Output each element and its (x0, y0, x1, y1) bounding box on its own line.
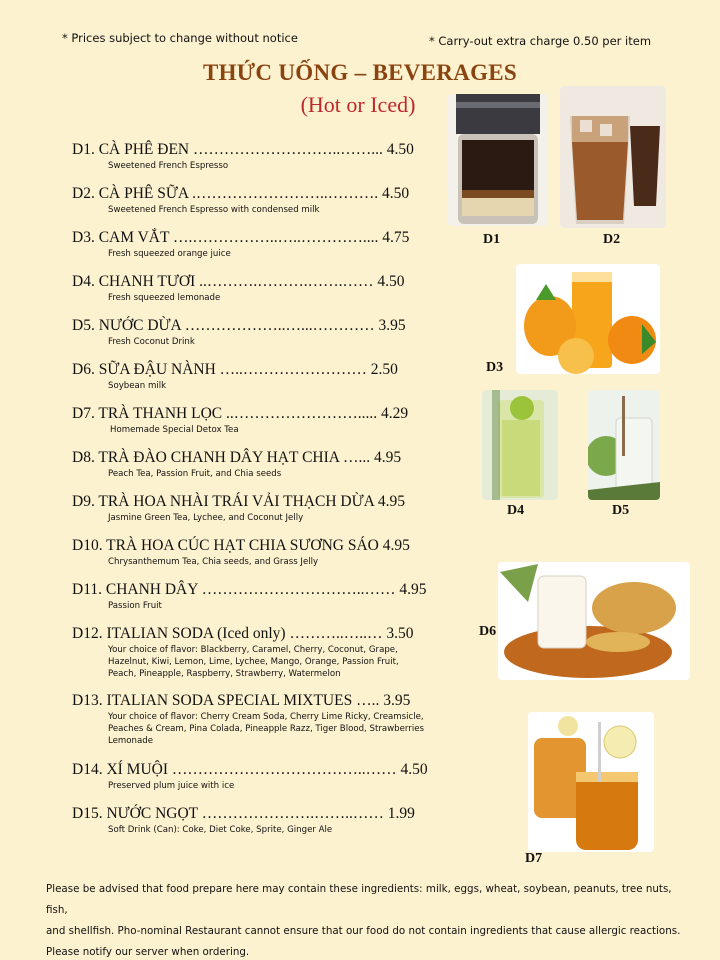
photo-d1-black-coffee (448, 94, 548, 226)
menu-item-d12 (72, 625, 452, 680)
photo-d3-orange-juice (516, 264, 660, 374)
menu-item-d13 (72, 692, 452, 747)
menu-title: THỨC UỐNG – BEVERAGES (202, 60, 518, 85)
item-description: Peach Tea, Passion Fruit, and Chia seeds (108, 469, 282, 479)
note-carry-out: * Carry-out extra charge 0.50 per item (429, 34, 652, 48)
item-name-price: D11. CHANH DÂY …………………………..…… 4.95 (72, 581, 427, 598)
item-description: Sweetened French Espresso with condensed milk (108, 205, 320, 215)
menu-item-d1 (72, 141, 452, 172)
item-description: Your choice of flavor: Cherry Cream Soda, Cherry Lime Ricky, Creamsicle, Peaches & Cream, Pina Colada, Pineapple Razz, Tiger Blood, Strawberries Lemonade (108, 712, 424, 746)
item-name-price: D15. NƯỚC NGỌT ………………….……..…… 1.99 (72, 805, 415, 822)
photo-label-d1: D1 (483, 232, 501, 247)
menu-item-d8 (72, 449, 452, 480)
item-description: Preserved plum juice with ice (108, 781, 235, 791)
menu-item-d10 (72, 537, 452, 568)
milk-coffee-illustration (560, 86, 666, 228)
photo-label-d6: D6 (479, 624, 497, 639)
item-name-price: D2. CÀ PHÊ SỮA .……………………..………. 4.50 (72, 185, 410, 202)
allergy-notice-line-1: Please be advised that food prepare here may contain these ingredients: milk, eggs, wheat, soybean, peanuts, tree nuts, fish, (46, 883, 672, 916)
menu-item-d15 (72, 805, 452, 836)
lemonade-illustration (482, 390, 558, 500)
photo-label-d2: D2 (603, 232, 621, 247)
item-name-price: D6. SỮA ĐẬU NÀNH …..…………………… 2.50 (72, 361, 398, 378)
allergy-notice-line-2: and shellfish. Pho-nominal Restaurant cannot ensure that our food do not contain ingredients that cause allergic reactions. (46, 925, 681, 937)
item-name-price: D9. TRÀ HOA NHÀI TRÁI VẢI THẠCH DỪA 4.95 (72, 493, 405, 510)
black-coffee-illustration (448, 94, 548, 226)
photo-label-d5: D5 (612, 503, 630, 518)
item-name-price: D1. CÀ PHÊ ĐEN ………………………..……... 4.50 (72, 141, 414, 158)
photo-d5-coconut-drink (588, 390, 660, 500)
item-description: Jasmine Green Tea, Lychee, and Coconut Jelly (108, 513, 304, 523)
item-description: Passion Fruit (108, 601, 162, 611)
photo-label-d4: D4 (507, 503, 525, 518)
menu-item-d7 (72, 405, 452, 436)
item-description: Fresh Coconut Drink (108, 337, 195, 347)
item-name-price: D13. ITALIAN SODA SPECIAL MIXTUES ….. 3.95 (72, 692, 411, 709)
item-description: Chrysanthemum Tea, Chia seeds, and Grass Jelly (108, 557, 319, 567)
photo-d6-soybean-milk (498, 562, 690, 680)
item-name-price: D7. TRÀ THANH LỌC ..……………………..... 4.29 (72, 405, 409, 422)
item-description: Soft Drink (Can): Coke, Diet Coke, Sprite, Ginger Ale (108, 825, 333, 835)
menu-item-d9 (72, 493, 452, 524)
item-name-price: D4. CHANH TƯƠI ..……….……….…….…… 4.50 (72, 273, 405, 290)
item-name-price: D12. ITALIAN SODA (Iced only) ………..…..… 3.50 (72, 625, 414, 642)
item-name-price: D10. TRÀ HOA CÚC HẠT CHIA SƯƠNG SÁO 4.95 (72, 537, 410, 554)
coconut-drink-illustration (588, 390, 660, 500)
detox-tea-illustration (528, 712, 654, 852)
menu-item-d4 (72, 273, 452, 304)
menu-item-d3 (72, 229, 452, 260)
allergy-notice (46, 879, 686, 960)
item-description: Soybean milk (108, 381, 167, 391)
item-name-price: D8. TRÀ ĐÀO CHANH DÂY HẠT CHIA …... 4.95 (72, 449, 402, 466)
item-description: Fresh squeezed lemonade (108, 293, 221, 303)
photo-label-d7: D7 (525, 851, 543, 866)
item-description: Fresh squeezed orange juice (108, 249, 231, 259)
note-prices: * Prices subject to change without notice (62, 31, 298, 45)
menu-subtitle: (Hot or Iced) (300, 92, 416, 117)
item-name-price: D3. CAM VẮT ….……………..…..………….... 4.75 (72, 229, 410, 246)
photo-label-d3: D3 (486, 360, 504, 375)
menu-item-d2 (72, 185, 452, 216)
menu-item-d11 (72, 581, 452, 612)
soybean-milk-illustration (498, 562, 690, 680)
item-description: Homemade Special Detox Tea (110, 425, 239, 435)
photo-d2-milk-coffee (560, 86, 666, 228)
menu-item-d14 (72, 761, 452, 792)
photo-d4-lemonade (482, 390, 558, 500)
item-description: Sweetened French Espresso (108, 161, 229, 171)
item-description: Your choice of flavor: Blackberry, Caramel, Cherry, Coconut, Grape, Hazelnut, Kiwi, Lemon, Lime, Lychee, Mango, Orange, Passion Fruit, Peach, Pineapple, Raspberry, Strawberry, Watermelon (108, 645, 399, 679)
photo-d7-detox-tea (528, 712, 654, 852)
menu-item-d6 (72, 361, 452, 392)
allergy-notice-line-3: Please notify our server when ordering. (46, 946, 250, 958)
item-name-price: D14. XÍ MUỘI ………………………………..…… 4.50 (72, 761, 428, 778)
orange-juice-illustration (516, 264, 660, 374)
menu-item-d5 (72, 317, 452, 348)
item-name-price: D5. NƯỚC DỪA ………………..…...………… 3.95 (72, 317, 406, 334)
